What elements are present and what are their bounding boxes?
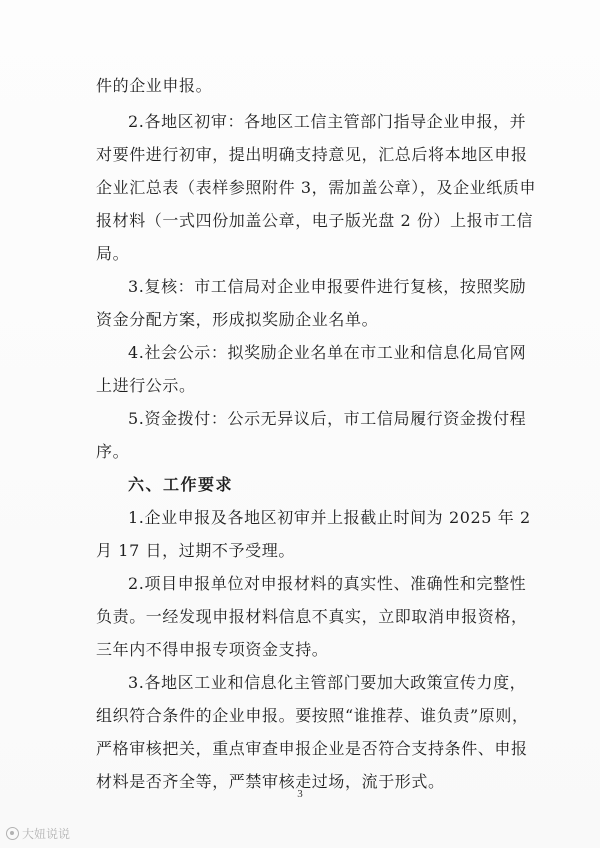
page-number: 3 [297,788,303,800]
paragraph-line: 件的企业申报。 [96,76,213,95]
paragraph-line: 企业汇总表（表样参照附件 3，需加盖公章），及企业纸质申 [96,178,537,197]
paragraph-line: 5.资金拨付：公示无异议后，市工信局履行资金拨付程 [128,409,527,428]
paragraph-line: 4.社会公示：拟奖励企业名单在市工业和信息化局官网 [128,343,527,362]
paragraph-line: 序。 [96,442,130,461]
paragraph-line: 2.各地区初审：各地区工信主管部门指导企业申报，并 [128,112,527,131]
watermark-text: 大妞说说 [22,827,71,841]
paragraph-line: 资金分配方案，形成拟奖励企业名单。 [96,310,379,329]
paragraph-line: 组织符合条件的企业申报。要按照“谁推荐、谁负责”原则， [96,706,529,725]
paragraph-line: 3.复核：市工信局对企业申报要件进行复核，按照奖励 [128,277,527,296]
paragraph-line: 报材料（一式四份加盖公章，电子版光盘 2 份）上报市工信 [96,211,534,230]
watermark [6,825,70,842]
weibo-logo-icon [6,827,19,840]
paragraph-line: 3.各地区工业和信息化主管部门要加大政策宣传力度， [128,673,527,692]
paragraph-line: 对要件进行初审，提出明确支持意见，汇总后将本地区申报 [96,145,528,164]
paragraph-line: 局。 [96,244,130,263]
paragraph-line: 2.项目申报单位对申报材料的真实性、准确性和完整性 [128,574,527,593]
paragraph-line: 负责。一经发现申报材料信息不真实，立即取消申报资格， [96,607,528,626]
paragraph-line: 严格审核把关，重点审查申报企业是否符合支持条件、申报 [96,739,528,758]
paragraph-line: 1.企业申报及各地区初审并上报截止时间为 2025 年 2 [128,508,531,527]
paragraph-line: 月 17 日，过期不予受理。 [96,541,295,560]
paragraph-line: 三年内不得申报专项资金支持。 [96,640,329,659]
paragraph-line: 上进行公示。 [96,376,196,395]
paragraph-line: 材料是否齐全等，严禁审核走过场，流于形式。 [96,772,445,791]
section-heading: 六、工作要求 [128,475,234,494]
